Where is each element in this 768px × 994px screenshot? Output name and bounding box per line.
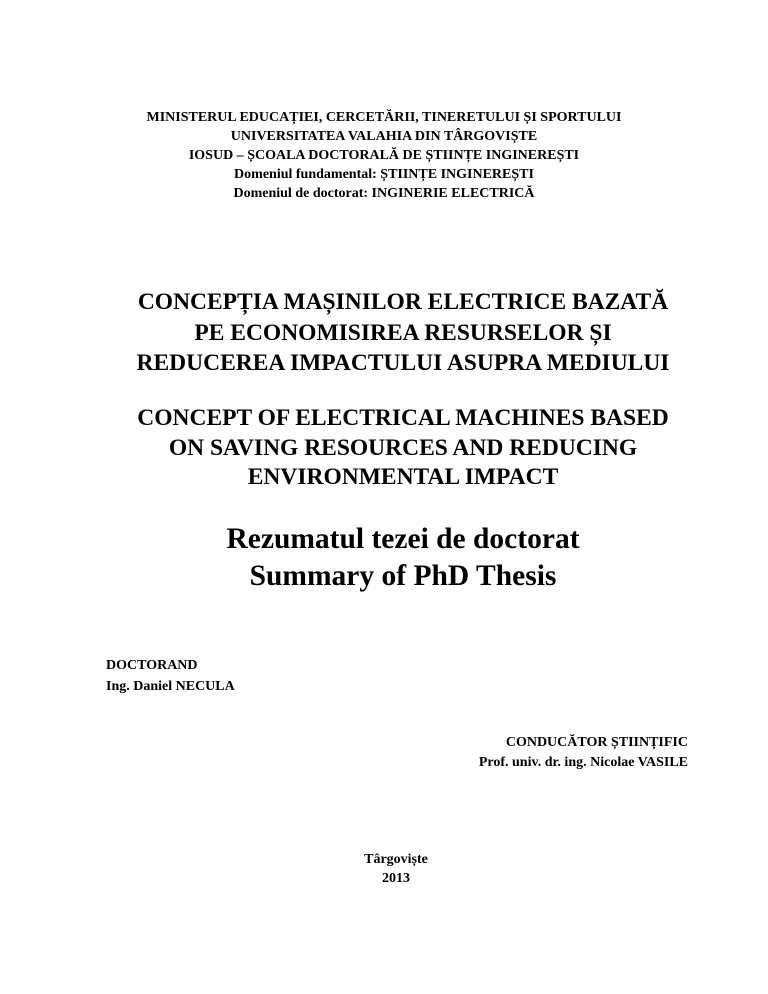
title-en-line-2: ON SAVING RESOURCES AND REDUCING [168,434,638,461]
fundamental-domain-line: Domeniul fundamental: ȘTIINȚE INGINEREȘTI [234,167,534,182]
place-and-date [0,850,768,888]
candidate-block [106,655,235,697]
summary-heading-english: Summary of PhD Thesis [249,560,557,592]
title-ro-line-2: PE ECONOMISIREA RESURSELOR ȘI [194,319,612,346]
summary-heading-romanian: Rezumatul tezei de doctorat [226,523,580,555]
ministry-line: MINISTERUL EDUCAȚIEI, CERCETĂRII, TINERETULUI ȘI SPORTULUI [146,110,622,125]
doctoral-domain-line: Domeniul de doctorat: INGINERIE ELECTRICĂ [233,186,535,201]
institution-header [0,108,768,203]
title-en-line-3: ENVIRONMENTAL IMPACT [247,464,559,490]
thesis-title-english [0,404,768,493]
doctoral-school-line: IOSUD – ȘCOALA DOCTORALĂ DE ȘTIINȚE INGINEREȘTI [188,148,580,163]
supervisor-label: CONDUCĂTOR ȘTIINȚIFIC [505,735,688,750]
supervisor-block [479,733,688,773]
title-en-line-1: CONCEPT OF ELECTRICAL MACHINES BASED [137,405,669,431]
supervisor-name: Prof. univ. dr. ing. Nicolae VASILE [478,755,688,770]
candidate-name: Ing. Daniel NECULA [106,679,235,694]
candidate-label: DOCTORAND [106,658,198,673]
title-ro-line-3: REDUCEREA IMPACTULUI ASUPRA MEDIULUI [136,350,670,376]
title-ro-line-1: CONCEPȚIA MAȘINILOR ELECTRICE BAZATĂ [137,289,669,315]
year: 2013 [382,871,410,886]
thesis-title-romanian [0,287,768,379]
city: Târgoviște [364,852,428,867]
summary-heading [0,521,768,595]
university-line: UNIVERSITATEA VALAHIA DIN TÂRGOVIȘTE [230,129,538,144]
